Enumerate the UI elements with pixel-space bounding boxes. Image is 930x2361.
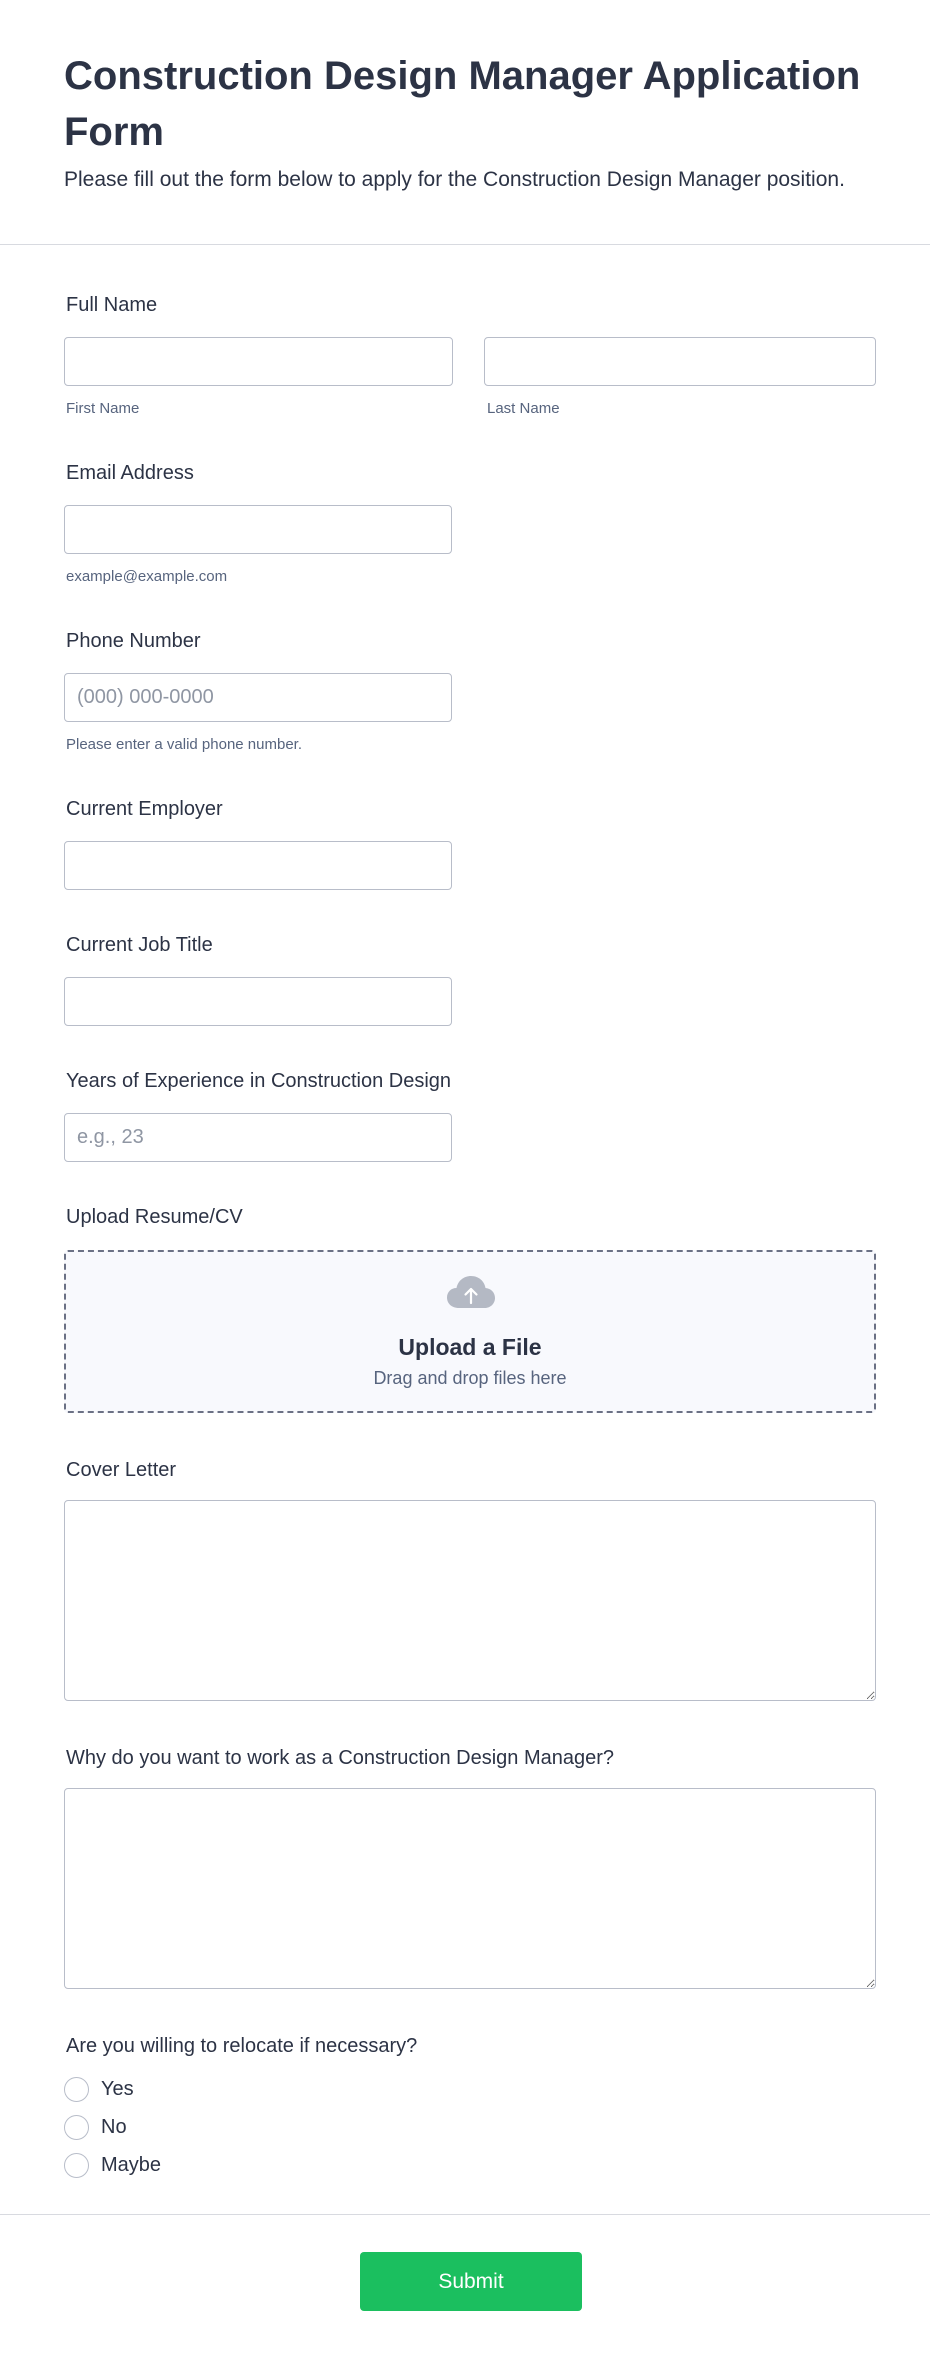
phone-label: Phone Number (66, 630, 201, 652)
upload-hint: Drag and drop files here (373, 1368, 567, 1388)
cloud-upload-icon (446, 1274, 496, 1310)
relocate-option-no[interactable] (64, 2113, 127, 2141)
cover-letter-textarea[interactable] (64, 1500, 876, 1701)
upload-title: Upload a File (398, 1334, 542, 1360)
relocate-label: Are you willing to relocate if necessary? (66, 2035, 418, 2057)
relocate-option-label: Yes (101, 2078, 134, 2100)
cover-letter-label: Cover Letter (66, 1459, 177, 1481)
first-name-sublabel: First Name (66, 400, 140, 417)
phone-input[interactable] (64, 673, 452, 722)
radio-button[interactable] (64, 2115, 89, 2140)
last-name-sublabel: Last Name (487, 400, 560, 417)
form-subtitle: Please fill out the form below to apply for the Construction Design Manager position. (64, 168, 845, 191)
why-textarea[interactable] (64, 1788, 876, 1989)
last-name-input[interactable] (484, 337, 876, 386)
form-header (0, 0, 930, 245)
email-label: Email Address (66, 462, 194, 484)
radio-button[interactable] (64, 2077, 89, 2102)
current-job-title-label: Current Job Title (66, 934, 213, 956)
form-title: Construction Design Manager Application Form (64, 54, 861, 154)
why-label: Why do you want to work as a Construction Design Manager? (66, 1747, 615, 1769)
relocate-option-label: No (101, 2116, 127, 2138)
relocate-option-maybe[interactable] (64, 2151, 161, 2179)
full-name-label: Full Name (66, 294, 158, 316)
phone-sublabel: Please enter a valid phone number. (66, 736, 302, 753)
relocate-option-yes[interactable] (64, 2075, 134, 2103)
first-name-input[interactable] (64, 337, 453, 386)
years-experience-label: Years of Experience in Construction Design (66, 1070, 452, 1092)
radio-button[interactable] (64, 2153, 89, 2178)
current-employer-label: Current Employer (66, 798, 223, 820)
relocate-option-label: Maybe (101, 2154, 162, 2176)
current-employer-input[interactable] (64, 841, 452, 890)
current-job-title-input[interactable] (64, 977, 452, 1026)
years-experience-input[interactable] (64, 1113, 452, 1162)
submit-button[interactable]: Submit (360, 2252, 582, 2311)
email-sublabel: example@example.com (66, 568, 228, 585)
file-upload-dropzone[interactable] (64, 1250, 876, 1413)
footer-divider (0, 2214, 930, 2215)
upload-resume-label: Upload Resume/CV (66, 1206, 243, 1228)
email-input[interactable] (64, 505, 452, 554)
